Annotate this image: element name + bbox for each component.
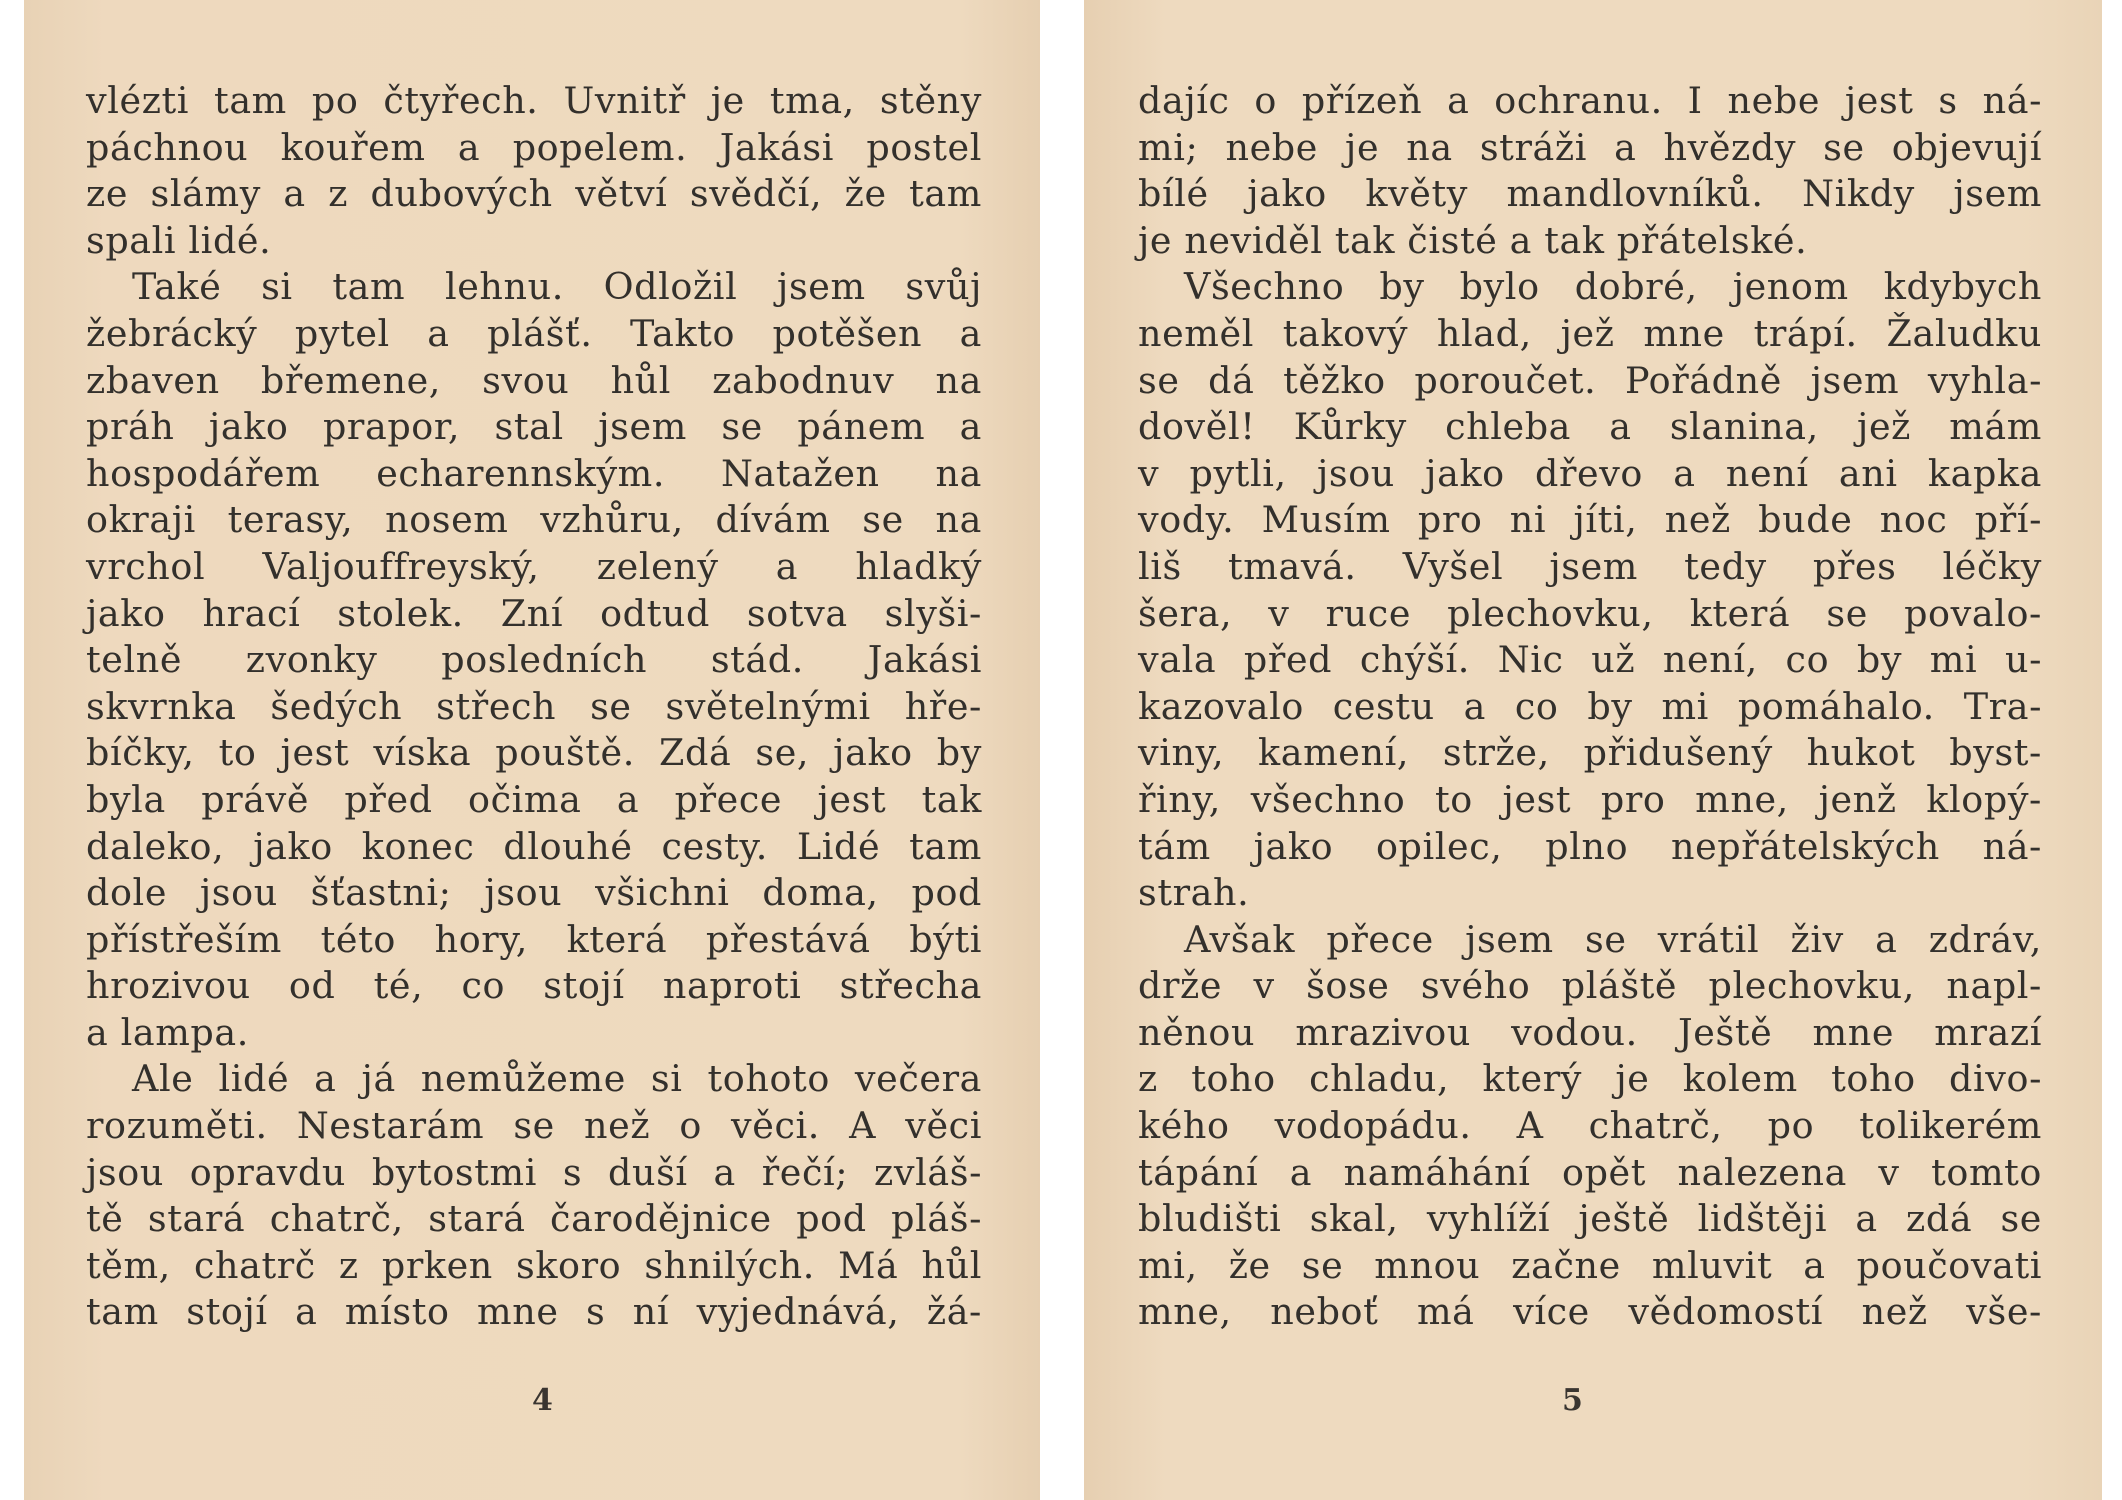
text-line: něnou mrazivou vodou. Ještě mne mrazí [1138,1010,2042,1054]
text-line: kého vodopádu. A chatrč, po tolikerém [1138,1104,2042,1148]
text-line: mne, neboť má více vědomostí než vše- [1138,1290,2042,1334]
text-line: z toho chladu, který je kolem toho divo- [1138,1057,2042,1101]
text-line: bludišti skal, vyhlíží ještě lidštěji a zdá se [1138,1197,2042,1241]
text-line: Také si tam lehnu. Odložil jsem svůj [132,265,982,309]
right-page-text [1138,78,2042,1336]
text-line: drže v šose svého pláště plechovku, napl- [1138,964,2042,1008]
text-line: byla právě před očima a přece jest tak [86,777,982,821]
text-line: a lampa. [86,1010,249,1054]
text-line: strah. [1138,871,1250,915]
text-line: bílé jako květy mandlovníků. Nikdy jsem [1138,172,2042,216]
text-line: mi; nebe je na stráži a hvězdy se objevují [1138,125,2042,169]
text-line: dajíc o přízeň a ochranu. I nebe jest s ná- [1138,79,2042,122]
text-line: hospodářem echarennským. Natažen na [86,451,982,495]
text-line: těm, chatrč z prken skoro shnilých. Má hůl [86,1243,982,1287]
text-line: vlézti tam po čtyřech. Uvnitř je tma, stěny [86,79,982,122]
text-line: liš tmavá. Vyšel jsem tedy přes léčky [1138,544,2042,588]
text-line: dole jsou šťastni; jsou všichni doma, pod [86,871,982,915]
text-line: v pytli, jsou jako dřevo a není ani kapka [1138,451,2042,495]
text-line: Ale lidé a já nemůžeme si tohoto večera [132,1057,982,1101]
text-line: rozuměti. Nestarám se než o věci. A věci [86,1104,982,1148]
text-line: je neviděl tak čisté a tak přátelské. [1138,218,1808,262]
text-line: hrozivou od té, co stojí naproti střecha [86,964,982,1008]
text-line: spali lidé. [86,218,272,262]
text-line: bíčky, to jest víska pouště. Zdá se, jako by [86,731,982,775]
text-line: mi, že se mnou začne mluvit a poučovati [1138,1243,2042,1287]
text-line: zbaven břemene, svou hůl zabodnuv na [86,358,982,402]
text-line: jsou opravdu bytostmi s duší a řečí; zvláš- [86,1150,982,1194]
text-line: Avšak přece jsem se vrátil živ a zdráv, [1184,917,2042,961]
text-line: dověl! Kůrky chleba a slanina, jež mám [1138,405,2042,449]
page-number: 5 [1562,1383,1583,1418]
text-line: žebrácký pytel a plášť. Takto potěšen a [86,311,982,355]
text-line: přístřeším této hory, která přestává býti [86,917,982,961]
text-line: vrchol Valjouffreyský, zelený a hladký [86,544,982,588]
text-line: ze slámy a z dubových větví svědčí, že tam [86,172,982,216]
page-number: 4 [532,1383,553,1418]
text-line: viny, kamení, strže, přidušený hukot byst- [1138,731,2042,775]
text-line: daleko, jako konec dlouhé cesty. Lidé tam [86,824,982,868]
text-line: šera, v ruce plechovku, která se povalo- [1138,591,2042,635]
text-line: páchnou kouřem a popelem. Jakási postel [86,125,982,169]
text-line: skvrnka šedých střech se světelnými hře- [86,684,982,728]
left-page-text [86,78,982,1336]
text-line: tam stojí a místo mne s ní vyjednává, žá- [86,1290,982,1334]
text-line: vala před chýší. Nic už není, co by mi u- [1138,638,2042,682]
text-line: telně zvonky posledních stád. Jakási [86,638,982,682]
text-line: kazovalo cestu a co by mi pomáhalo. Tra- [1138,684,2042,728]
text-line: Všechno by bylo dobré, jenom kdybych [1184,265,2042,309]
text-line: se dá těžko poroučet. Pořádně jsem vyhla- [1138,358,2042,402]
text-line: neměl takový hlad, jež mne trápí. Žaludku [1138,311,2042,355]
text-line: práh jako prapor, stal jsem se pánem a [86,405,982,449]
text-line: vody. Musím pro ni jíti, než bude noc pří- [1138,498,2042,542]
text-line: tám jako opilec, plno nepřátelských ná- [1138,824,2042,868]
text-line: tě stará chatrč, stará čarodějnice pod pláš- [86,1197,982,1241]
text-line: okraji terasy, nosem vzhůru, dívám se na [86,498,982,542]
left-page [24,0,1040,1500]
text-line: jako hrací stolek. Zní odtud sotva slyši- [86,591,982,635]
text-line: řiny, všechno to jest pro mne, jenž klopý- [1138,777,2042,821]
right-page [1084,0,2102,1500]
text-line: tápání a namáhání opět nalezena v tomto [1138,1150,2042,1194]
